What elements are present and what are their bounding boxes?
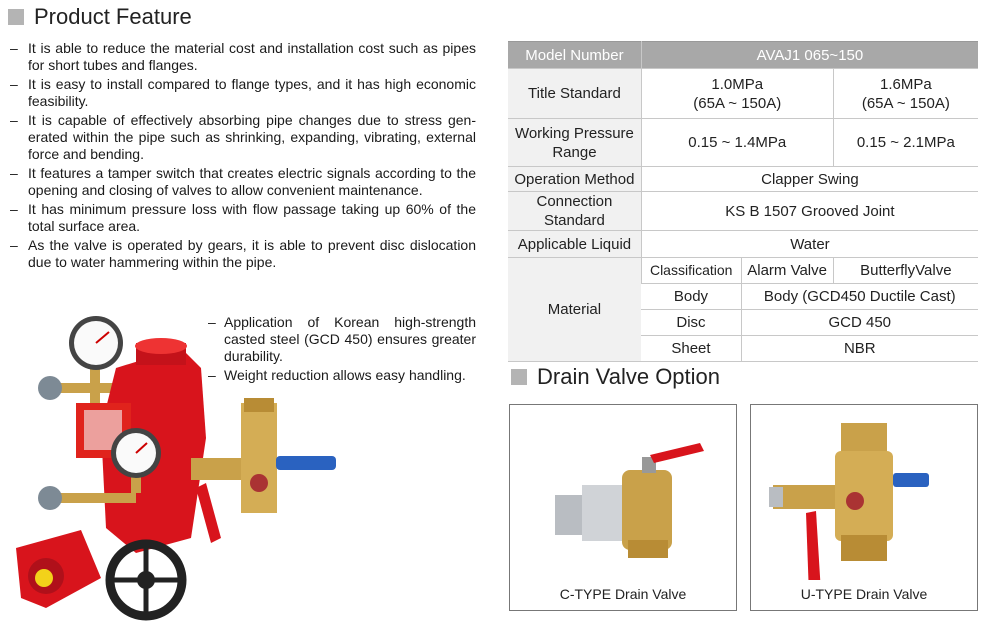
- heading-square-icon: [511, 369, 527, 385]
- feature-item: – It is easy to install compared to flange types, and it has high economic feasibility.: [10, 76, 476, 109]
- applicable-liquid-value: Water: [641, 231, 978, 258]
- body-label: Body: [641, 284, 741, 310]
- disc-value: GCD 450: [741, 310, 978, 336]
- feature-item: – It has minimum pressure loss with flow passage taking up 60% of the total surface area.: [10, 201, 476, 234]
- feature-item: – It is able to reduce the material cost and installation cost such as pipes for short tubes and flanges.: [10, 40, 476, 73]
- feature-item: – Weight reduction allows easy handling.: [208, 367, 466, 383]
- sheet-value: NBR: [741, 336, 978, 362]
- title-standard-b: [833, 69, 978, 119]
- alarm-valve-header: Alarm Valve: [741, 258, 833, 284]
- operation-method-value: Clapper Swing: [641, 167, 978, 192]
- title-standard-a-range: (65A ~ 150A): [693, 94, 782, 112]
- spec-table: [508, 41, 978, 362]
- model-number-label: Model Number: [508, 42, 641, 69]
- drain-valve-title: Drain Valve Option: [537, 364, 721, 389]
- title-standard-label: Title Standard: [508, 69, 641, 119]
- c-type-caption: C-TYPE Drain Valve: [559, 586, 687, 602]
- table-row: [508, 231, 978, 258]
- drain-valve-heading: [511, 364, 720, 390]
- feature-item: – It is capable of effectively absorbing pipe changes due to stress gen-erated within the pipe such as shrinking, expanding, vibrating, external force and bending.: [10, 112, 476, 162]
- table-row: [508, 167, 978, 192]
- feature-item: – As the valve is operated by gears, it is able to prevent disc dislocation due to water hammering within the pipe.: [10, 237, 476, 270]
- feature-item: – It features a tamper switch that creates electric signals according to the opening and closing of valves to allow convenient maintenance.: [10, 165, 476, 198]
- c-type-valve-image: [510, 405, 736, 580]
- connection-standard-value: KS B 1507 Grooved Joint: [641, 192, 978, 231]
- working-pressure-label: Working Pressure Range: [508, 119, 641, 167]
- material-label: Material: [508, 258, 641, 362]
- model-number-value: AVAJ1 065~150: [641, 42, 978, 69]
- sheet-label: Sheet: [641, 336, 741, 362]
- table-row: [508, 42, 978, 69]
- heading-square-icon: [8, 9, 24, 25]
- table-row: [508, 192, 978, 231]
- title-standard-b-range: (65A ~ 150A): [861, 94, 950, 112]
- connection-standard-label: Connection Standard: [508, 192, 641, 231]
- body-value: Body (GCD450 Ductile Cast): [741, 284, 978, 310]
- u-type-caption: U-TYPE Drain Valve: [800, 586, 928, 602]
- c-type-drain-valve-card: [509, 404, 737, 611]
- table-row: [508, 258, 978, 284]
- working-pressure-a: 0.15 ~ 1.4MPa: [641, 119, 833, 167]
- butterfly-valve-header: ButterflyValve: [833, 258, 978, 284]
- product-feature-title: Product Feature: [34, 4, 192, 29]
- feature-list: [10, 40, 476, 273]
- applicable-liquid-label: Applicable Liquid: [508, 231, 641, 258]
- alarm-valve-image: [6, 308, 356, 623]
- title-standard-a: [641, 69, 833, 119]
- classification-label: Classification: [641, 258, 741, 284]
- title-standard-b-value: 1.6MPa: [879, 75, 932, 93]
- table-row: [508, 69, 978, 119]
- product-feature-heading: [8, 4, 192, 30]
- title-standard-a-value: 1.0MPa: [711, 75, 764, 93]
- disc-label: Disc: [641, 310, 741, 336]
- u-type-drain-valve-card: [750, 404, 978, 611]
- operation-method-label: Operation Method: [508, 167, 641, 192]
- working-pressure-b: 0.15 ~ 2.1MPa: [833, 119, 978, 167]
- u-type-valve-image: [751, 405, 977, 580]
- feature-item: – Application of Korean high-strength casted steel (GCD 450) ensures greater durability.: [208, 314, 476, 364]
- table-row: [508, 119, 978, 167]
